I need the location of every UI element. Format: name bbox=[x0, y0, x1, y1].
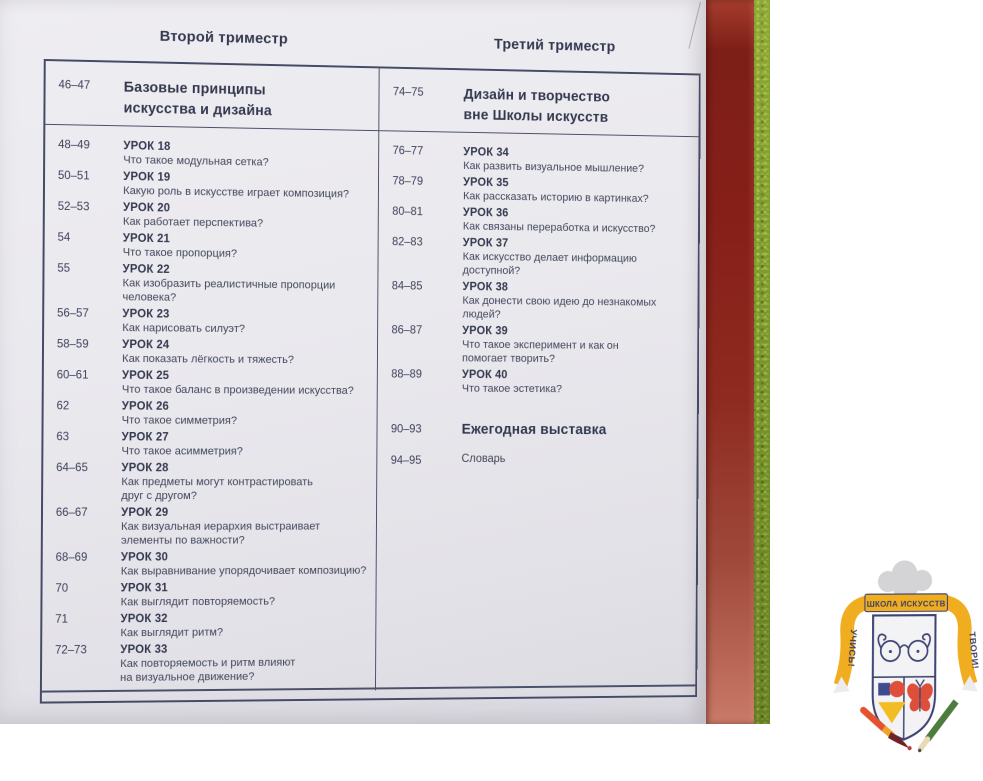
lesson-text bbox=[463, 145, 698, 176]
lesson-text bbox=[121, 430, 376, 458]
lesson-title: УРОК 33 bbox=[120, 643, 168, 657]
page-range: 48–49 bbox=[58, 139, 90, 152]
page-range: 56–57 bbox=[57, 307, 89, 320]
extra-title: Ежегодная выставка bbox=[461, 421, 607, 439]
toc-entry bbox=[44, 368, 377, 398]
toc-entry bbox=[378, 279, 698, 323]
lesson-question: Что такое симметрия? bbox=[121, 414, 238, 427]
lesson-question: Что такое асимметрия? bbox=[121, 445, 243, 458]
toc-entry bbox=[43, 550, 376, 579]
toc-entry bbox=[44, 262, 377, 307]
lesson-question: Как связаны переработка и искусство? bbox=[462, 220, 656, 236]
page-range: 78–79 bbox=[392, 175, 424, 188]
lesson-question: Как предметы могут контрастировать bbox=[121, 476, 313, 489]
lesson-text bbox=[122, 307, 377, 337]
page-range: 62 bbox=[56, 400, 70, 413]
toc-entry bbox=[378, 235, 698, 280]
toc-entry bbox=[379, 174, 698, 206]
lesson-title: УРОК 40 bbox=[461, 369, 508, 382]
lesson-text bbox=[122, 369, 377, 398]
lesson-text bbox=[121, 506, 376, 548]
page-range: 90–93 bbox=[390, 423, 422, 436]
section-cell-right bbox=[379, 68, 699, 136]
lesson-question: Как искусство делает информацию bbox=[462, 250, 637, 265]
page-range: 88–89 bbox=[391, 368, 422, 381]
svg-text:ШКОЛА ИСКУССТВ: ШКОЛА ИСКУССТВ bbox=[866, 598, 946, 609]
page-range: 82–83 bbox=[392, 236, 423, 249]
lesson-text bbox=[123, 232, 378, 263]
lesson-title: УРОК 36 bbox=[462, 206, 509, 220]
page-range: 66–67 bbox=[55, 506, 88, 519]
lesson-text bbox=[463, 176, 698, 207]
lesson-text bbox=[122, 400, 377, 429]
toc-entry bbox=[44, 399, 377, 428]
page-range: 52–53 bbox=[57, 200, 90, 214]
lesson-title: УРОК 37 bbox=[462, 237, 509, 250]
lesson-text bbox=[122, 338, 377, 368]
lesson-question: Как визуальная иерархия выстраивает bbox=[121, 520, 321, 533]
lesson-title: УРОК 25 bbox=[121, 369, 170, 383]
page-range: 80–81 bbox=[392, 205, 423, 219]
lesson-question: Как показать лёгкость и тяжесть? bbox=[122, 352, 294, 367]
lesson-text bbox=[463, 236, 698, 280]
lesson-title: УРОК 28 bbox=[121, 462, 169, 475]
page-range: 84–85 bbox=[391, 280, 423, 293]
toc-entry bbox=[45, 231, 378, 263]
lesson-title: УРОК 21 bbox=[122, 232, 171, 246]
lesson-list-right bbox=[376, 131, 980, 690]
page-range: 55 bbox=[57, 262, 71, 275]
page-range: 54 bbox=[57, 231, 71, 244]
page-range: 58–59 bbox=[56, 338, 89, 351]
lesson-title: УРОК 30 bbox=[120, 551, 169, 564]
toc-extra-entry bbox=[377, 453, 696, 467]
toc-entry bbox=[45, 138, 378, 172]
toc-table bbox=[40, 59, 980, 704]
lesson-question: друг с другом? bbox=[121, 490, 197, 503]
lesson-question: Как повторяемость и ритм влияют bbox=[120, 656, 296, 670]
page-range: 72–73 bbox=[55, 644, 87, 657]
lesson-question: на визуальное движение? bbox=[120, 670, 255, 684]
lesson-title: УРОК 23 bbox=[122, 308, 170, 321]
lesson-question: Как изобразить реалистичные пропорции bbox=[122, 277, 336, 292]
lesson-question: Как выравнивание упорядочивает композицию? bbox=[120, 564, 367, 578]
lesson-text bbox=[123, 201, 378, 232]
lesson-text bbox=[462, 280, 697, 323]
lesson-question: людей? bbox=[462, 308, 501, 321]
lesson-list-left bbox=[42, 125, 379, 694]
lesson-title: УРОК 19 bbox=[123, 171, 171, 184]
cloud-icon bbox=[878, 560, 932, 599]
lesson-text bbox=[123, 170, 378, 202]
book-spine bbox=[704, 0, 754, 724]
lesson-question: помогает творить? bbox=[462, 352, 556, 365]
lesson-text bbox=[121, 550, 376, 578]
page-range: 50–51 bbox=[57, 169, 90, 183]
section-title: Дизайн и творчество вне Школы искусств bbox=[463, 86, 611, 126]
page-range: 60–61 bbox=[56, 369, 89, 382]
toc-entry bbox=[43, 506, 376, 548]
toc-entry bbox=[43, 430, 376, 459]
lesson-text bbox=[120, 641, 375, 685]
svg-text:УЧИСЬ!: УЧИСЬ! bbox=[845, 628, 859, 668]
lesson-title: УРОК 24 bbox=[122, 339, 170, 352]
square-icon bbox=[878, 683, 890, 696]
page-range: 64–65 bbox=[56, 462, 88, 475]
lesson-title: УРОК 22 bbox=[122, 263, 170, 276]
lesson-text bbox=[121, 461, 376, 503]
banner-top bbox=[865, 594, 948, 612]
lesson-question: человека? bbox=[122, 291, 177, 304]
page-range: 94–95 bbox=[390, 454, 422, 467]
lesson-title: УРОК 39 bbox=[462, 325, 508, 338]
lesson-question: Что такое модульная сетка? bbox=[123, 154, 269, 169]
lesson-title: УРОК 38 bbox=[462, 281, 509, 294]
lesson-question: Как развить визуальное мышление? bbox=[463, 160, 644, 175]
lesson-text bbox=[121, 581, 376, 610]
extra-title: Словарь bbox=[461, 453, 506, 465]
toc-entry bbox=[43, 461, 376, 503]
lesson-text bbox=[463, 206, 698, 237]
lesson-title: УРОК 18 bbox=[123, 140, 171, 153]
toc-entry bbox=[378, 323, 698, 366]
toc-entry bbox=[45, 200, 378, 233]
page-range: 76–77 bbox=[392, 145, 424, 158]
toc-entry bbox=[42, 581, 375, 610]
page-range: 68–69 bbox=[55, 551, 88, 564]
lesson-question: Какую роль в искусстве играет композиция? bbox=[123, 184, 350, 201]
page-range: 63 bbox=[56, 431, 70, 444]
page-range: 86–87 bbox=[391, 324, 423, 337]
lesson-question: Как рассказать историю в картинках? bbox=[463, 190, 649, 205]
toc-body-row bbox=[42, 125, 980, 694]
lesson-question: доступной? bbox=[462, 264, 521, 278]
trimester-heading-third: Третий триместр bbox=[493, 35, 616, 56]
lesson-question: Как донести свою идею до незнакомых bbox=[462, 294, 657, 309]
section-cell-left bbox=[45, 61, 379, 130]
page-range: 46–47 bbox=[58, 79, 91, 92]
lesson-title: УРОК 32 bbox=[120, 613, 168, 626]
school-crest bbox=[831, 551, 980, 764]
lesson-title: УРОК 27 bbox=[121, 431, 169, 444]
trimester-heading-second: Второй триместр bbox=[159, 27, 288, 48]
dust-hair bbox=[688, 2, 701, 49]
lesson-question: Как работает перспектива? bbox=[122, 215, 264, 230]
lesson-title: УРОК 34 bbox=[463, 146, 509, 159]
toc-entry bbox=[44, 306, 377, 337]
lesson-question: Как выглядит ритм? bbox=[120, 626, 224, 640]
lesson-title: УРОК 20 bbox=[122, 201, 171, 215]
lesson-title: УРОК 29 bbox=[121, 506, 169, 519]
lesson-text bbox=[122, 262, 377, 306]
toc-entry bbox=[379, 144, 698, 177]
page-range: 74–75 bbox=[392, 86, 424, 99]
lesson-question: Что такое пропорция? bbox=[122, 246, 238, 260]
svg-text:ТВОРИ!: ТВОРИ! bbox=[966, 631, 980, 670]
toc-extra-entry bbox=[377, 422, 696, 439]
lesson-text bbox=[123, 139, 378, 171]
toc-entry bbox=[379, 205, 698, 237]
lesson-text bbox=[462, 324, 697, 367]
banner-ribbon-left bbox=[833, 602, 871, 693]
toc-entry bbox=[44, 337, 377, 367]
lesson-question: Как нарисовать силуэт? bbox=[122, 322, 245, 336]
toc-entry bbox=[45, 169, 378, 202]
lesson-title: УРОК 31 bbox=[120, 582, 168, 595]
lesson-question: Что такое баланс в произведении искусства? bbox=[121, 383, 354, 397]
lesson-text bbox=[462, 368, 697, 397]
lesson-question: элементы по важности? bbox=[120, 534, 245, 547]
section-title: Базовые принципы искусства и дизайна bbox=[123, 79, 272, 120]
lesson-text bbox=[120, 611, 375, 640]
lesson-question: Что такое эксперимент и как он bbox=[462, 338, 619, 352]
lesson-title: УРОК 35 bbox=[463, 176, 509, 190]
banner-ribbon-right bbox=[941, 601, 981, 692]
toc-entry bbox=[42, 611, 375, 641]
page-range: 70 bbox=[55, 582, 69, 595]
toc-entry bbox=[42, 641, 375, 685]
page-range: 71 bbox=[55, 613, 68, 626]
lesson-title: УРОК 26 bbox=[121, 400, 170, 413]
lesson-question: Как выглядит повторяемость? bbox=[120, 595, 276, 609]
toc-entry bbox=[378, 368, 697, 397]
lesson-question: Что такое эстетика? bbox=[461, 382, 563, 396]
